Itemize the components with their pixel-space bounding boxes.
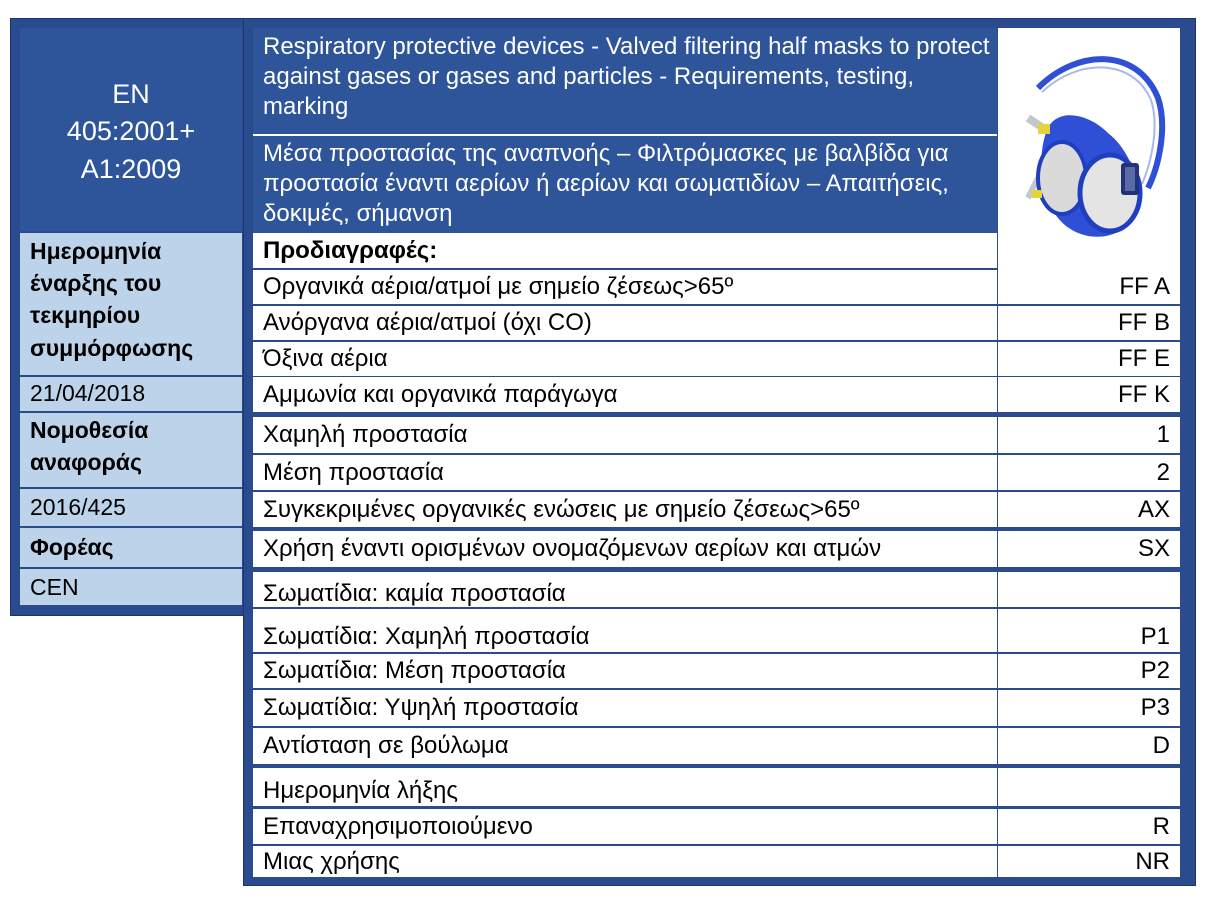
row-label: Προδιαγραφές:: [253, 233, 997, 268]
legislation-value: 2016/425: [20, 489, 242, 526]
standard-code: [20, 28, 242, 231]
row-code: 2: [998, 455, 1180, 490]
table-row: [253, 417, 1180, 453]
standard-code-line1: EN: [112, 79, 150, 109]
right-panel: [243, 18, 1196, 886]
table-row: [253, 342, 1180, 376]
standard-code-line3: A1:2009: [80, 153, 182, 184]
table-row: [253, 455, 1180, 490]
row-code: FF B: [998, 306, 1180, 340]
row-label: Σωματίδια: Μέση προστασία: [253, 654, 997, 688]
row-label: Αμμωνία και οργανικά παράγωγα: [253, 377, 997, 412]
row-label: Μιας χρήσης: [253, 846, 997, 877]
table-row: [253, 690, 1180, 726]
row-code: P1: [998, 609, 1180, 652]
table-row: [253, 846, 1180, 877]
row-code: 1: [998, 417, 1180, 453]
title-english: Respiratory protective devices - Valved filtering half masks to protect against gases or gases and particles - Requirements, testing, marking: [253, 28, 997, 135]
table-row: [253, 768, 1180, 806]
row-label: Επαναχρησιμοποιούμενο: [253, 809, 997, 844]
row-code: P2: [998, 654, 1180, 688]
row-label: Ανόργανα αέρια/ατμοί (όχι CO): [253, 306, 997, 340]
row-code: P3: [998, 690, 1180, 726]
row-code: FF K: [998, 377, 1180, 412]
legislation-label: Νομοθεσία αναφοράς: [20, 413, 242, 487]
table-row: [253, 728, 1180, 764]
row-label: Αντίσταση σε βούλωμα: [253, 728, 997, 764]
table-row: [253, 609, 1180, 652]
start-date-label: Ημερομηνία έναρξης του τεκμηρίου συμμόρφωσης: [20, 233, 242, 375]
row-label: Χαμηλή προστασία: [253, 417, 997, 453]
row-label: Σωματίδια: καμία προστασία: [253, 572, 997, 607]
row-code: [998, 572, 1180, 607]
row-label: Χρήση έναντι ορισμένων ονομαζόμενων αερίων και ατμών: [253, 531, 997, 567]
table-row: [253, 233, 1180, 268]
row-code: AX: [998, 492, 1180, 527]
row-label: Ημερομηνία λήξης: [253, 768, 997, 806]
body-value: CEN: [20, 569, 242, 605]
row-label: Σωματίδια: Χαμηλή προστασία: [253, 609, 997, 652]
row-label: Σωματίδια: Υψηλή προστασία: [253, 690, 997, 726]
table-row: [253, 809, 1180, 844]
body-label: Φορέας: [20, 528, 242, 567]
start-date-value: 21/04/2018: [20, 377, 242, 411]
row-code: D: [998, 728, 1180, 764]
row-label: Οργανικά αέρια/ατμοί με σημείο ζέσεως>65º: [253, 270, 997, 304]
row-code: FF A: [998, 270, 1180, 304]
standard-code-line2: 405:2001+: [66, 116, 196, 147]
table-row: [253, 306, 1180, 340]
row-label: Όξινα αέρια: [253, 342, 997, 376]
table-row: [253, 492, 1180, 527]
table-row: [253, 531, 1180, 567]
title-greek: Μέσα προστασίας της αναπνοής – Φιλτρόμασκες με βαλβίδα για προστασία έναντι αερίων ή αερίων και σωματιδίων – Απαιτήσεις, δοκιμές, σήμανση: [253, 136, 997, 233]
table-row: [253, 377, 1180, 412]
table-row: [253, 654, 1180, 688]
table-row: [253, 270, 1180, 304]
row-code: R: [998, 809, 1180, 844]
row-code: [998, 768, 1180, 806]
row-label: Μέση προστασία: [253, 455, 997, 490]
row-label: Συγκεκριμένες οργανικές ενώσεις με σημείο ζέσεως>65º: [253, 492, 997, 527]
row-code: NR: [998, 846, 1180, 877]
table-row: [253, 572, 1180, 607]
left-panel: [10, 18, 248, 616]
row-code: FF E: [998, 342, 1180, 376]
row-code: SX: [998, 531, 1180, 567]
